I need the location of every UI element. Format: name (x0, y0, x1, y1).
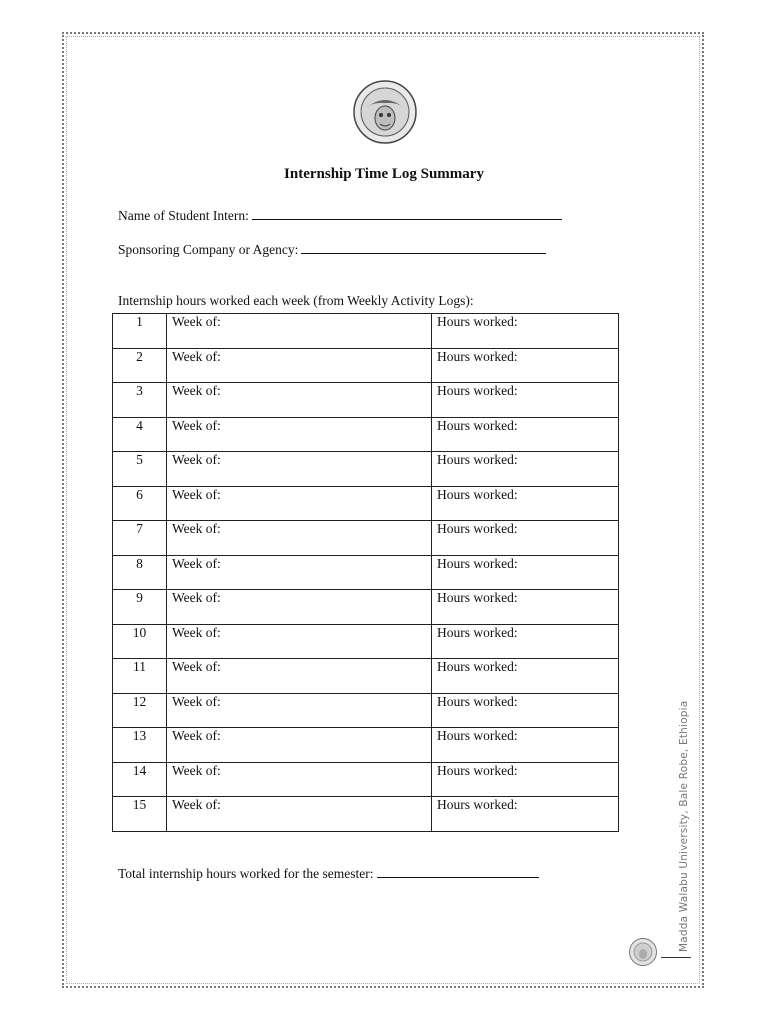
week-number: 14 (113, 762, 167, 797)
week-number: 4 (113, 417, 167, 452)
table-caption: Internship hours worked each week (from Weekly Activity Logs): (118, 293, 474, 308)
hours-worked-cell[interactable]: Hours worked: (432, 348, 619, 383)
total-hours-field (118, 865, 539, 882)
table-row (113, 314, 619, 349)
hours-worked-cell[interactable]: Hours worked: (432, 624, 619, 659)
week-of-cell[interactable]: Week of: (167, 762, 432, 797)
week-of-cell[interactable]: Week of: (167, 314, 432, 349)
table-row (113, 659, 619, 694)
total-hours-blank[interactable] (377, 865, 539, 878)
hours-worked-cell[interactable]: Hours worked: (432, 590, 619, 625)
footer-side-text: Madda Walabu University, Bale Robe, Ethiopia (678, 700, 690, 952)
hours-log-table (112, 313, 619, 832)
week-number: 13 (113, 728, 167, 763)
table-row (113, 555, 619, 590)
hours-worked-cell[interactable]: Hours worked: (432, 555, 619, 590)
week-number: 3 (113, 383, 167, 418)
table-row (113, 590, 619, 625)
week-number: 5 (113, 452, 167, 487)
week-of-cell[interactable]: Week of: (167, 624, 432, 659)
week-of-cell[interactable]: Week of: (167, 348, 432, 383)
hours-worked-cell[interactable]: Hours worked: (432, 762, 619, 797)
page-title: Internship Time Log Summary (284, 166, 484, 182)
week-of-cell[interactable]: Week of: (167, 590, 432, 625)
footer-seal-icon (628, 937, 658, 967)
week-of-cell[interactable]: Week of: (167, 417, 432, 452)
student-name-label: Name of Student Intern: (118, 208, 249, 223)
hours-worked-cell[interactable]: Hours worked: (432, 452, 619, 487)
week-of-cell[interactable]: Week of: (167, 728, 432, 763)
week-number: 12 (113, 693, 167, 728)
hours-worked-cell[interactable]: Hours worked: (432, 693, 619, 728)
hours-worked-cell[interactable]: Hours worked: (432, 314, 619, 349)
week-number: 1 (113, 314, 167, 349)
footer-rule (661, 957, 691, 958)
week-number: 11 (113, 659, 167, 694)
table-row (113, 693, 619, 728)
student-name-blank[interactable] (252, 207, 562, 220)
table-row (113, 728, 619, 763)
week-number: 10 (113, 624, 167, 659)
week-of-cell[interactable]: Week of: (167, 555, 432, 590)
table-row (113, 348, 619, 383)
student-name-field (118, 207, 562, 224)
hours-worked-cell[interactable]: Hours worked: (432, 383, 619, 418)
week-number: 8 (113, 555, 167, 590)
week-of-cell[interactable]: Week of: (167, 521, 432, 556)
hours-worked-cell[interactable]: Hours worked: (432, 521, 619, 556)
hours-worked-cell[interactable]: Hours worked: (432, 659, 619, 694)
sponsor-field (118, 241, 546, 258)
table-row (113, 762, 619, 797)
university-seal-icon (352, 78, 418, 146)
week-of-cell[interactable]: Week of: (167, 486, 432, 521)
week-number: 6 (113, 486, 167, 521)
week-number: 7 (113, 521, 167, 556)
table-row (113, 521, 619, 556)
week-of-cell[interactable]: Week of: (167, 693, 432, 728)
week-of-cell[interactable]: Week of: (167, 452, 432, 487)
hours-worked-cell[interactable]: Hours worked: (432, 728, 619, 763)
week-of-cell[interactable]: Week of: (167, 797, 432, 832)
week-number: 2 (113, 348, 167, 383)
table-row (113, 452, 619, 487)
week-of-cell[interactable]: Week of: (167, 383, 432, 418)
hours-worked-cell[interactable]: Hours worked: (432, 417, 619, 452)
week-of-cell[interactable]: Week of: (167, 659, 432, 694)
table-row (113, 797, 619, 832)
sponsor-label: Sponsoring Company or Agency: (118, 242, 299, 257)
table-row (113, 383, 619, 418)
total-hours-label: Total internship hours worked for the semester: (118, 866, 374, 881)
sponsor-blank[interactable] (301, 241, 546, 254)
table-row (113, 417, 619, 452)
week-number: 15 (113, 797, 167, 832)
hours-worked-cell[interactable]: Hours worked: (432, 486, 619, 521)
hours-worked-cell[interactable]: Hours worked: (432, 797, 619, 832)
table-row (113, 624, 619, 659)
week-number: 9 (113, 590, 167, 625)
table-row (113, 486, 619, 521)
